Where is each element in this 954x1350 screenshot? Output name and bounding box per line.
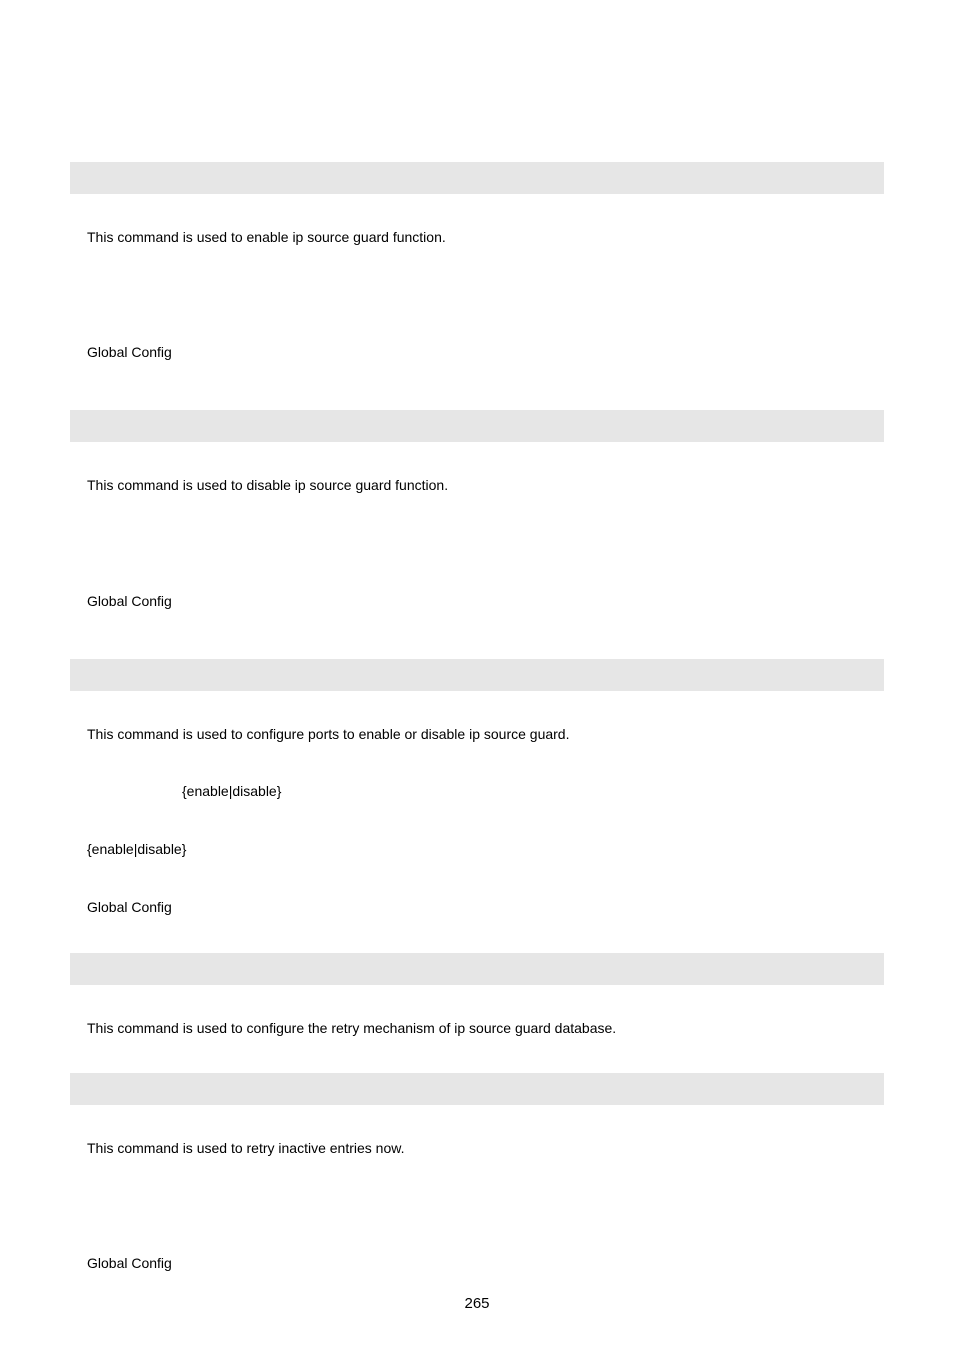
command-parameter: {enable|disable}	[87, 841, 187, 857]
command-description: This command is used to enable ip source guard function.	[87, 229, 446, 245]
command-header-bar	[70, 1073, 884, 1105]
command-mode: Global Config	[87, 344, 172, 360]
command-header-bar	[70, 162, 884, 194]
command-description: This command is used to configure ports to enable or disable ip source guard.	[87, 726, 570, 742]
command-header-bar	[70, 953, 884, 985]
command-mode: Global Config	[87, 593, 172, 609]
command-description: This command is used to disable ip source guard function.	[87, 477, 449, 493]
command-description: This command is used to configure the retry mechanism of ip source guard database.	[87, 1020, 617, 1036]
command-header-bar	[70, 410, 884, 442]
command-syntax-suffix: {enable|disable}	[182, 783, 282, 799]
command-header-bar	[70, 659, 884, 691]
command-description: This command is used to retry inactive entries now.	[87, 1140, 405, 1156]
command-mode: Global Config	[87, 1255, 172, 1271]
page-number: 265	[464, 1295, 490, 1312]
command-mode: Global Config	[87, 899, 172, 915]
